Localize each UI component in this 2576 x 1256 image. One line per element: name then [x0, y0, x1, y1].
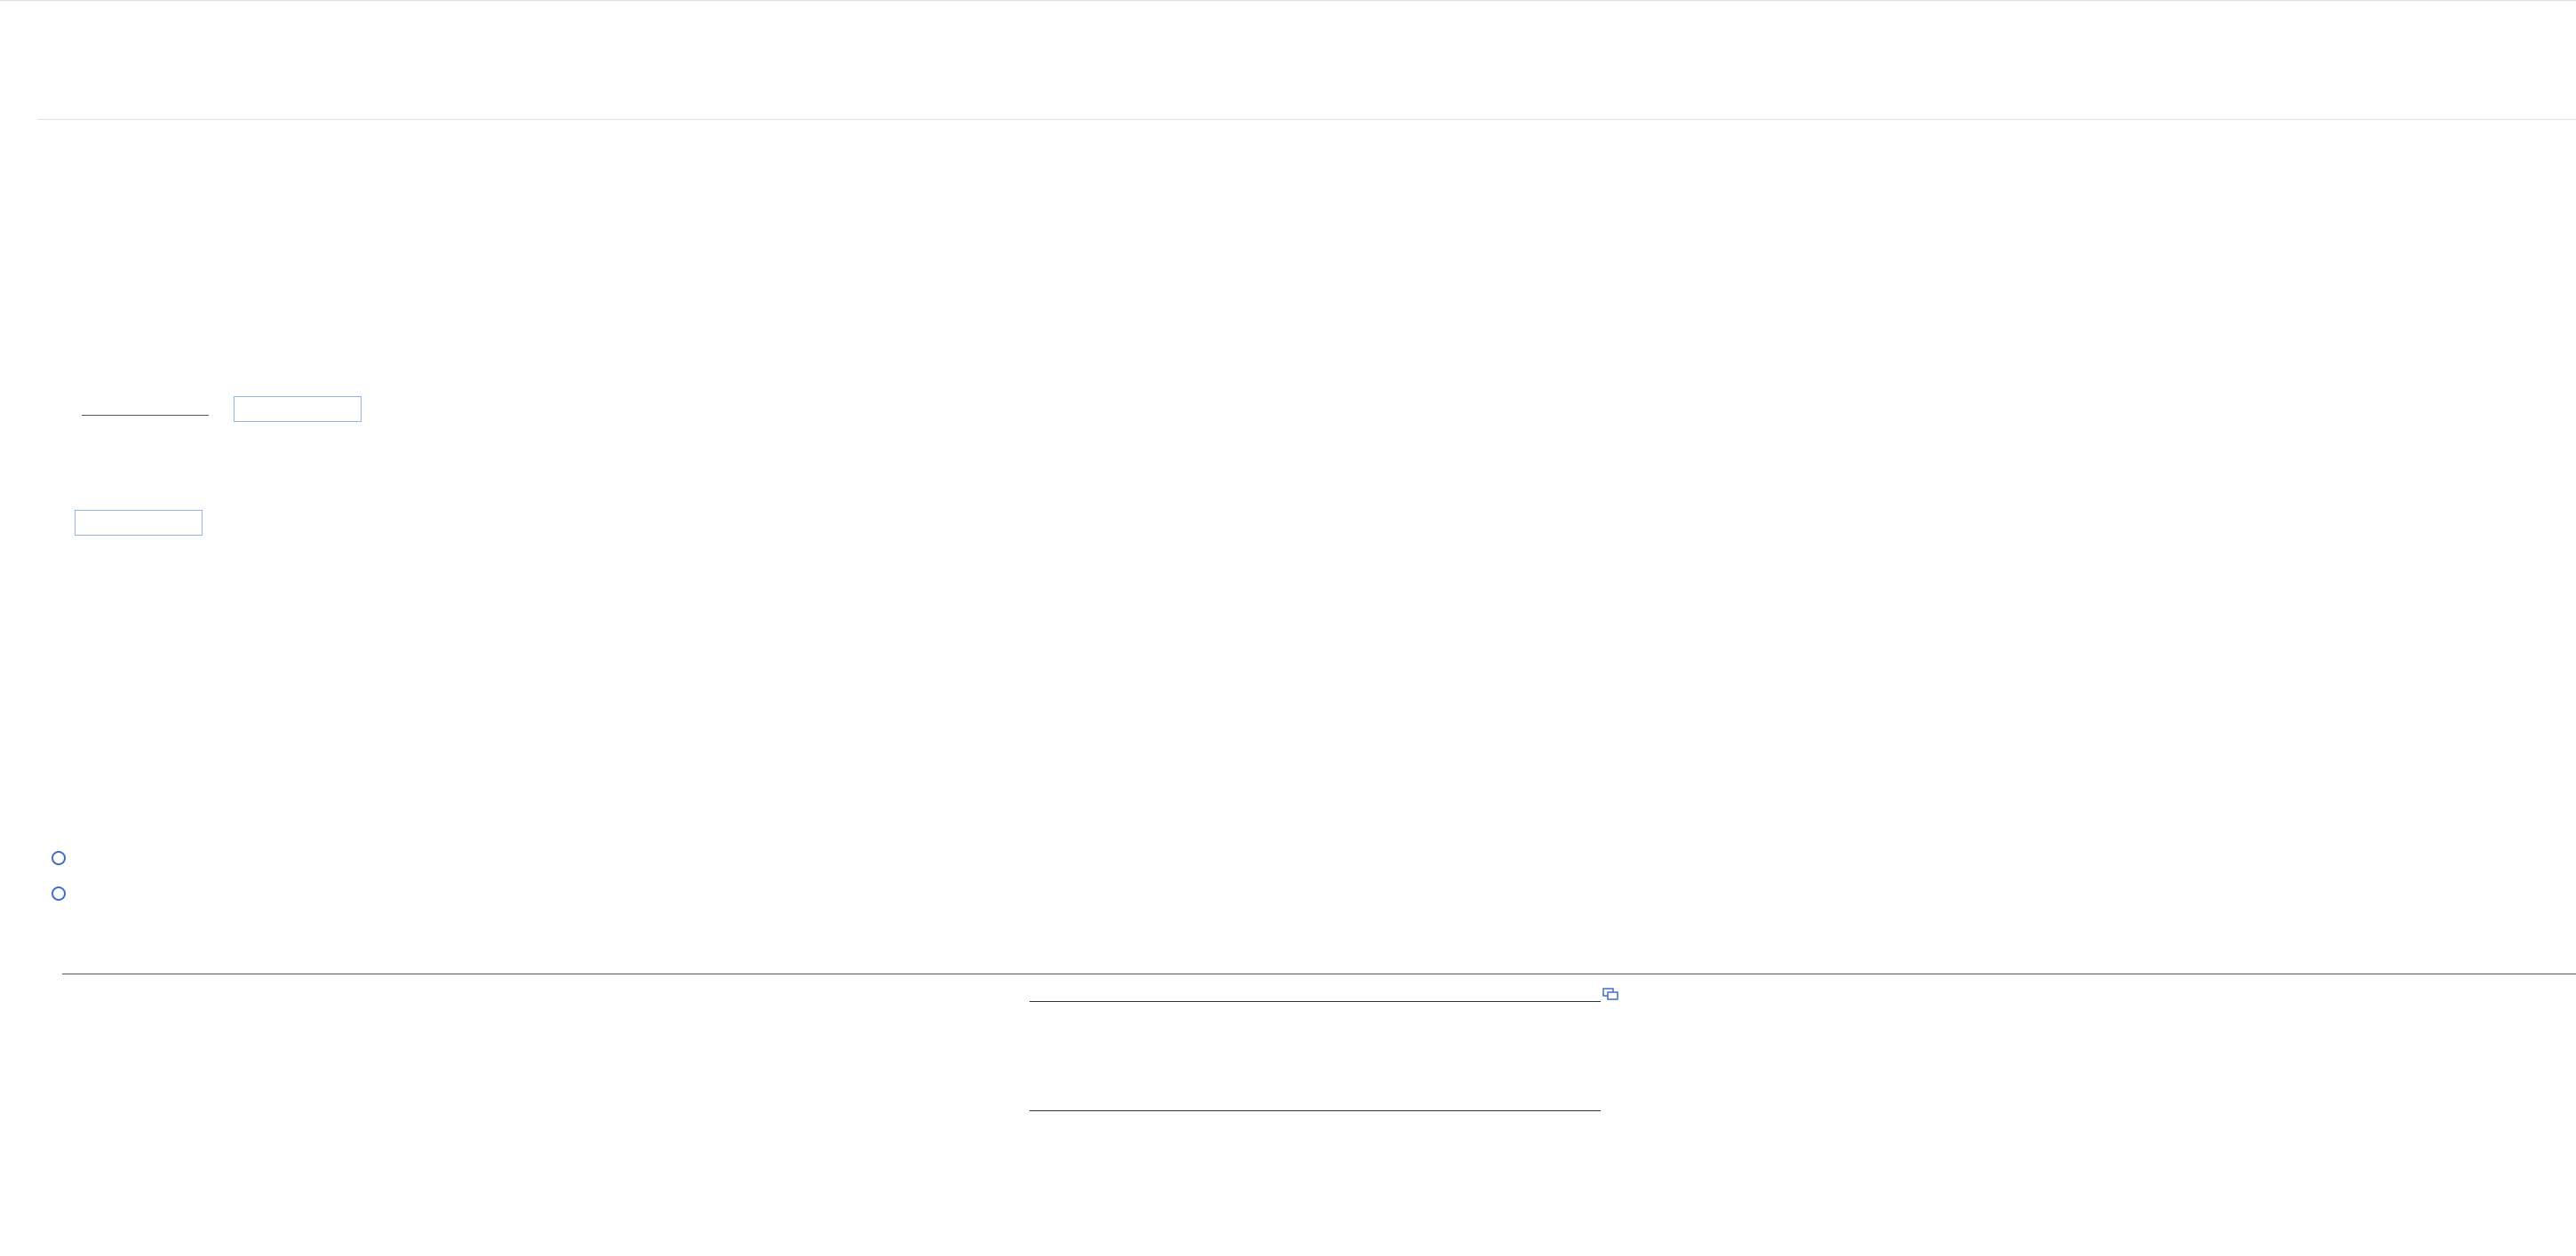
copy-icon[interactable] [1602, 984, 1617, 997]
radio-type-ii-error[interactable] [52, 851, 66, 865]
header-divider [37, 119, 2576, 120]
table-top-rule [1030, 1001, 1601, 1002]
top-divider [0, 0, 2576, 1]
radio-type-i-error[interactable] [52, 886, 66, 901]
critical-value-input[interactable] [234, 396, 362, 422]
test-statistic-input[interactable] [75, 510, 203, 536]
table-bottom-rule [1030, 1110, 1601, 1111]
blank-1-dropdown-line[interactable] [82, 415, 209, 416]
